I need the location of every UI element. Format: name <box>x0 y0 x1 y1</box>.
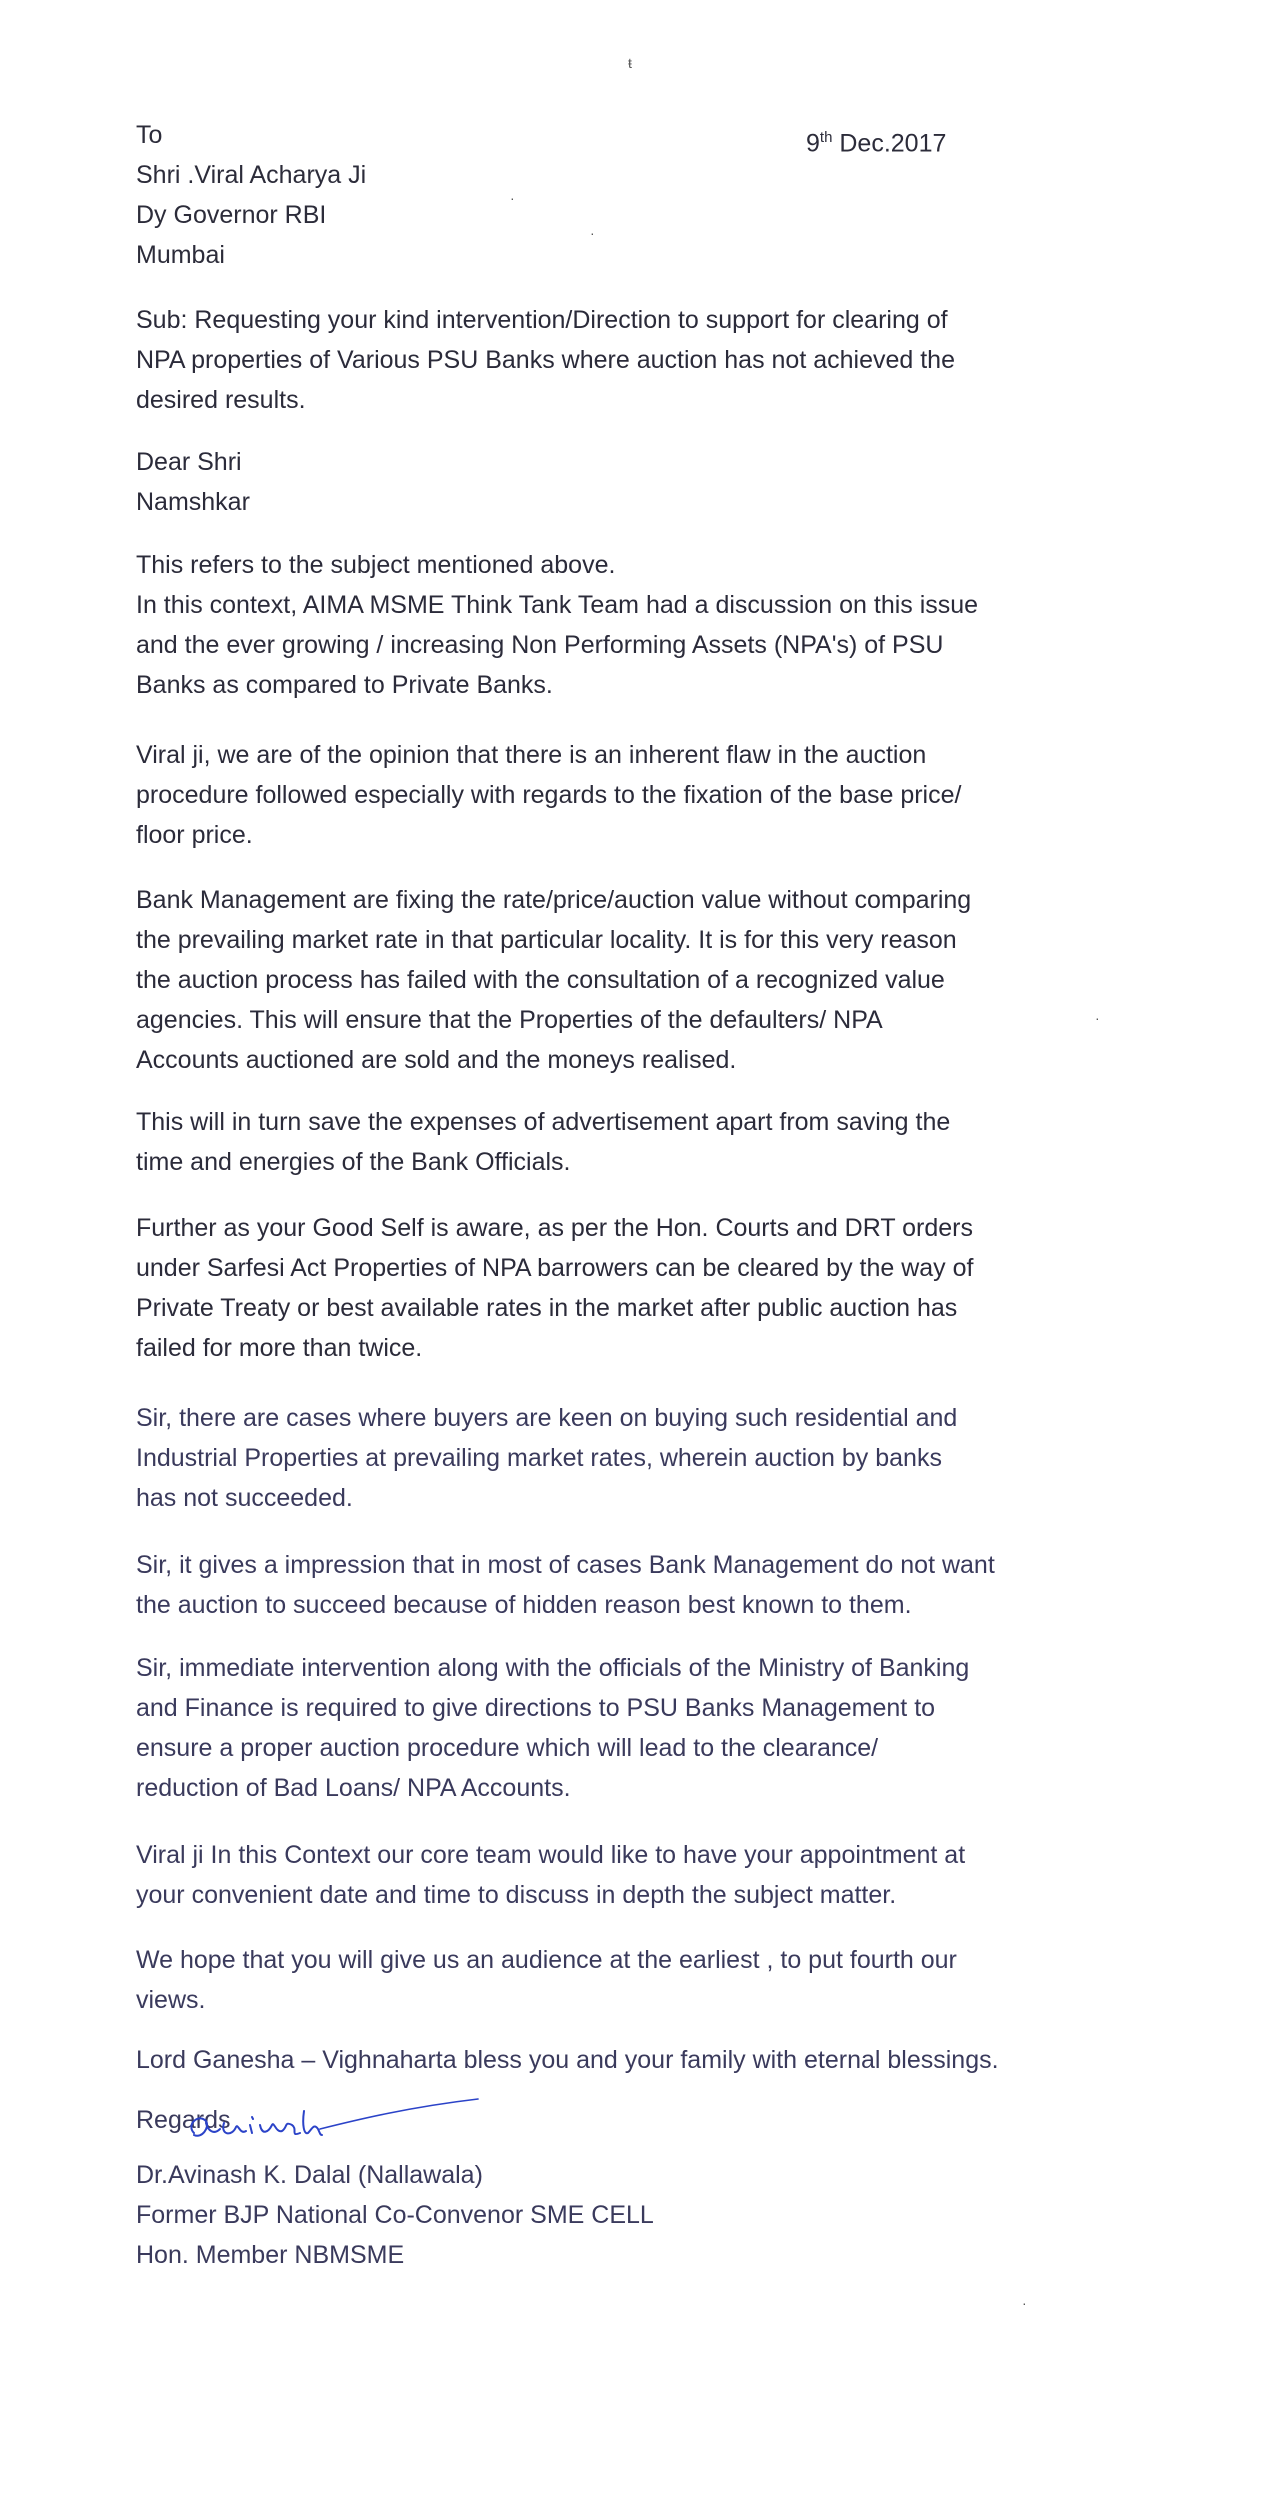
paragraph-line: This will in turn save the expenses of advertisement apart from saving the <box>136 1108 951 1136</box>
salutation-block <box>136 442 1126 522</box>
paragraph-line: Sir, there are cases where buyers are keen on buying such residential and <box>136 1404 958 1432</box>
signature-stroke <box>191 2111 322 2136</box>
paragraph-line: Bank Management are fixing the rate/price/auction value without comparing <box>136 886 972 914</box>
salutation-line: Dear Shri <box>136 448 242 476</box>
paragraph-line: floor price. <box>136 821 253 849</box>
paragraph-line: and the ever growing / increasing Non Performing Assets (NPA's) of PSU <box>136 631 944 659</box>
addressee-to: To <box>136 121 163 149</box>
letter-date: 9th Dec.2017 <box>806 129 947 158</box>
paragraph-line: Further as your Good Self is aware, as per the Hon. Courts and DRT orders <box>136 1214 973 1242</box>
paragraph-line: In this context, AIMA MSME Think Tank Team had a discussion on this issue <box>136 591 979 619</box>
signatory-membership: Hon. Member NBMSME <box>136 2241 405 2269</box>
paragraph-5 <box>136 1208 1126 1368</box>
paragraph-line: procedure followed especially with regards to the fixation of the base price/ <box>136 781 962 809</box>
subject-line: NPA properties of Various PSU Banks where auction has not achieved the <box>136 346 955 374</box>
signatory-name: Dr.Avinash K. Dalal (Nallawala) <box>136 2161 483 2189</box>
paragraph-line: under Sarfesi Act Properties of NPA barrowers can be cleared by the way of <box>136 1254 974 1282</box>
paragraph-line: your convenient date and time to discuss in depth the subject matter. <box>136 1881 897 1909</box>
paragraph-2 <box>136 735 1126 855</box>
paragraph-4 <box>136 1102 1126 1182</box>
paragraph-10 <box>136 1940 1126 2020</box>
paragraph-9 <box>136 1835 1126 1915</box>
paragraph-line: has not succeeded. <box>136 1484 353 1512</box>
scan-speck: · <box>510 190 515 206</box>
paragraph-line: reduction of Bad Loans/ NPA Accounts. <box>136 1774 571 1802</box>
paragraph-line: agencies. This will ensure that the Properties of the defaulters/ NPA <box>136 1006 883 1034</box>
paragraph-line: Lord Ganesha – Vighnaharta bless you and your family with eternal blessings. <box>136 2046 999 2074</box>
subject-block <box>136 300 1126 420</box>
salutation-line: Namshkar <box>136 488 250 516</box>
signatory-block <box>136 2155 1126 2275</box>
top-scan-mark: ŧ <box>628 55 632 71</box>
scan-speck: · <box>1022 2295 1027 2311</box>
paragraph-line: ensure a proper auction procedure which will lead to the clearance/ <box>136 1734 879 1762</box>
paragraph-line: Banks as compared to Private Banks. <box>136 671 553 699</box>
signature-tail <box>320 2099 478 2129</box>
paragraph-3 <box>136 880 1126 1080</box>
paragraph-line: the auction process has failed with the consultation of a recognized value <box>136 966 945 994</box>
paragraph-11 <box>136 2040 1126 2080</box>
paragraph-line: the auction to succeed because of hidden reason best known to them. <box>136 1591 912 1619</box>
paragraph-line: failed for more than twice. <box>136 1334 423 1362</box>
paragraph-7 <box>136 1545 1126 1625</box>
subject-line: Sub: Requesting your kind intervention/Direction to support for clearing of <box>136 306 948 334</box>
addressee-name: Shri .Viral Acharya Ji <box>136 161 367 189</box>
scan-speck: · <box>590 225 595 241</box>
paragraph-line: Viral ji, we are of the opinion that there is an inherent flaw in the auction <box>136 741 927 769</box>
signatory-title: Former BJP National Co-Convenor SME CELL <box>136 2201 654 2229</box>
paragraph-line: Sir, it gives a impression that in most of cases Bank Management do not want <box>136 1551 995 1579</box>
paragraph-line: Accounts auctioned are sold and the moneys realised. <box>136 1046 737 1074</box>
paragraph-line: time and energies of the Bank Officials. <box>136 1148 571 1176</box>
paragraph-1 <box>136 545 1126 705</box>
paragraph-line: We hope that you will give us an audience at the earliest , to put fourth our <box>136 1946 957 1974</box>
paragraph-line: Viral ji In this Context our core team would like to have your appointment at <box>136 1841 966 1869</box>
paragraph-8 <box>136 1648 1126 1808</box>
addressee-city: Mumbai <box>136 241 225 269</box>
paragraph-line: This refers to the subject mentioned above. <box>136 551 616 579</box>
paragraph-line: the prevailing market rate in that particular locality. It is for this very reason <box>136 926 957 954</box>
paragraph-line: Industrial Properties at prevailing market rates, wherein auction by banks <box>136 1444 942 1472</box>
addressee-title: Dy Governor RBI <box>136 201 327 229</box>
scan-speck: · <box>1095 1010 1100 1026</box>
paragraph-line: and Finance is required to give directions to PSU Banks Management to <box>136 1694 936 1722</box>
subject-line: desired results. <box>136 386 306 414</box>
paragraph-line: views. <box>136 1986 206 2014</box>
closing-regards: Regards <box>136 2106 231 2134</box>
paragraph-line: Sir, immediate intervention along with the officials of the Ministry of Banking <box>136 1654 970 1682</box>
paragraph-line: Private Treaty or best available rates in the market after public auction has <box>136 1294 958 1322</box>
paragraph-6 <box>136 1398 1126 1518</box>
